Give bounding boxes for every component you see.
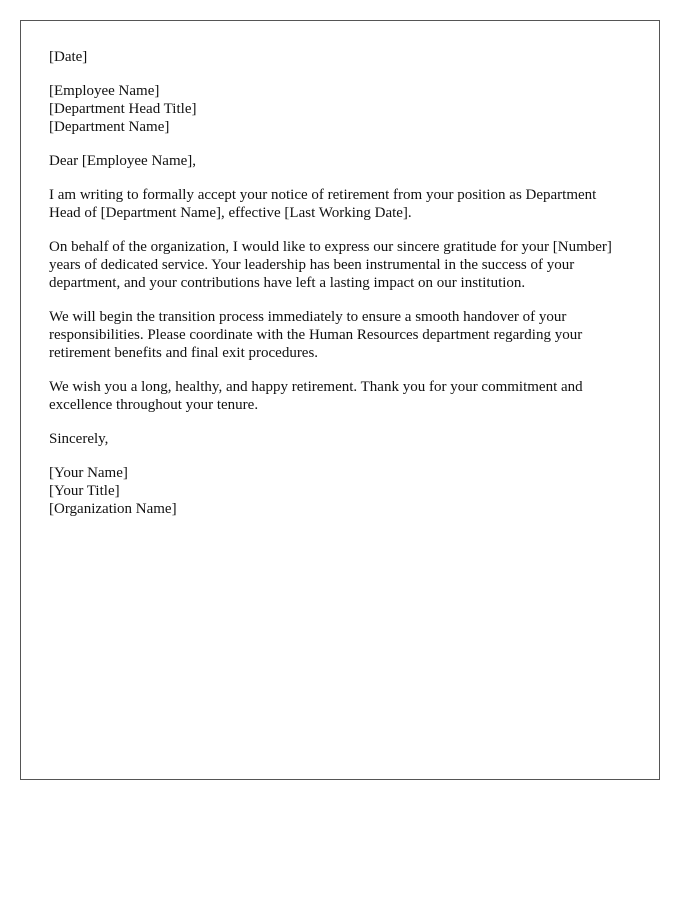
closing: Sincerely, bbox=[49, 431, 109, 447]
salutation: Dear [Employee Name], bbox=[49, 153, 197, 169]
sender-title: [Your Title] bbox=[49, 483, 120, 499]
letter-date bbox=[49, 48, 631, 66]
sender-signature-block bbox=[49, 464, 631, 518]
recipient-address bbox=[49, 82, 631, 136]
recipient-title: [Department Head Title] bbox=[49, 101, 197, 117]
letter-page bbox=[20, 20, 660, 780]
sender-organization: [Organization Name] bbox=[49, 501, 177, 517]
body-paragraph-transition: We will begin the transition process immediately to ensure a smooth handover of your responsibilities. Please coordinate with the Human Resources department regarding your retirement benefits and final exit procedures. bbox=[49, 309, 583, 361]
sender-name: [Your Name] bbox=[49, 465, 128, 481]
body-paragraph-gratitude: On behalf of the organization, I would like to express our sincere gratitude for your [Number] years of dedicated service. Your leadership has been instrumental in the success of your department, and your contributions have left a lasting impact on our institution. bbox=[49, 239, 612, 291]
recipient-department: [Department Name] bbox=[49, 119, 170, 135]
recipient-name: [Employee Name] bbox=[49, 83, 160, 99]
body-paragraph-acceptance: I am writing to formally accept your notice of retirement from your position as Department Head of [Department Name], effective [Last Working Date]. bbox=[49, 187, 597, 221]
date-text: [Date] bbox=[49, 49, 88, 65]
body-paragraph-wishes: We wish you a long, healthy, and happy retirement. Thank you for your commitment and excellence throughout your tenure. bbox=[49, 379, 583, 413]
